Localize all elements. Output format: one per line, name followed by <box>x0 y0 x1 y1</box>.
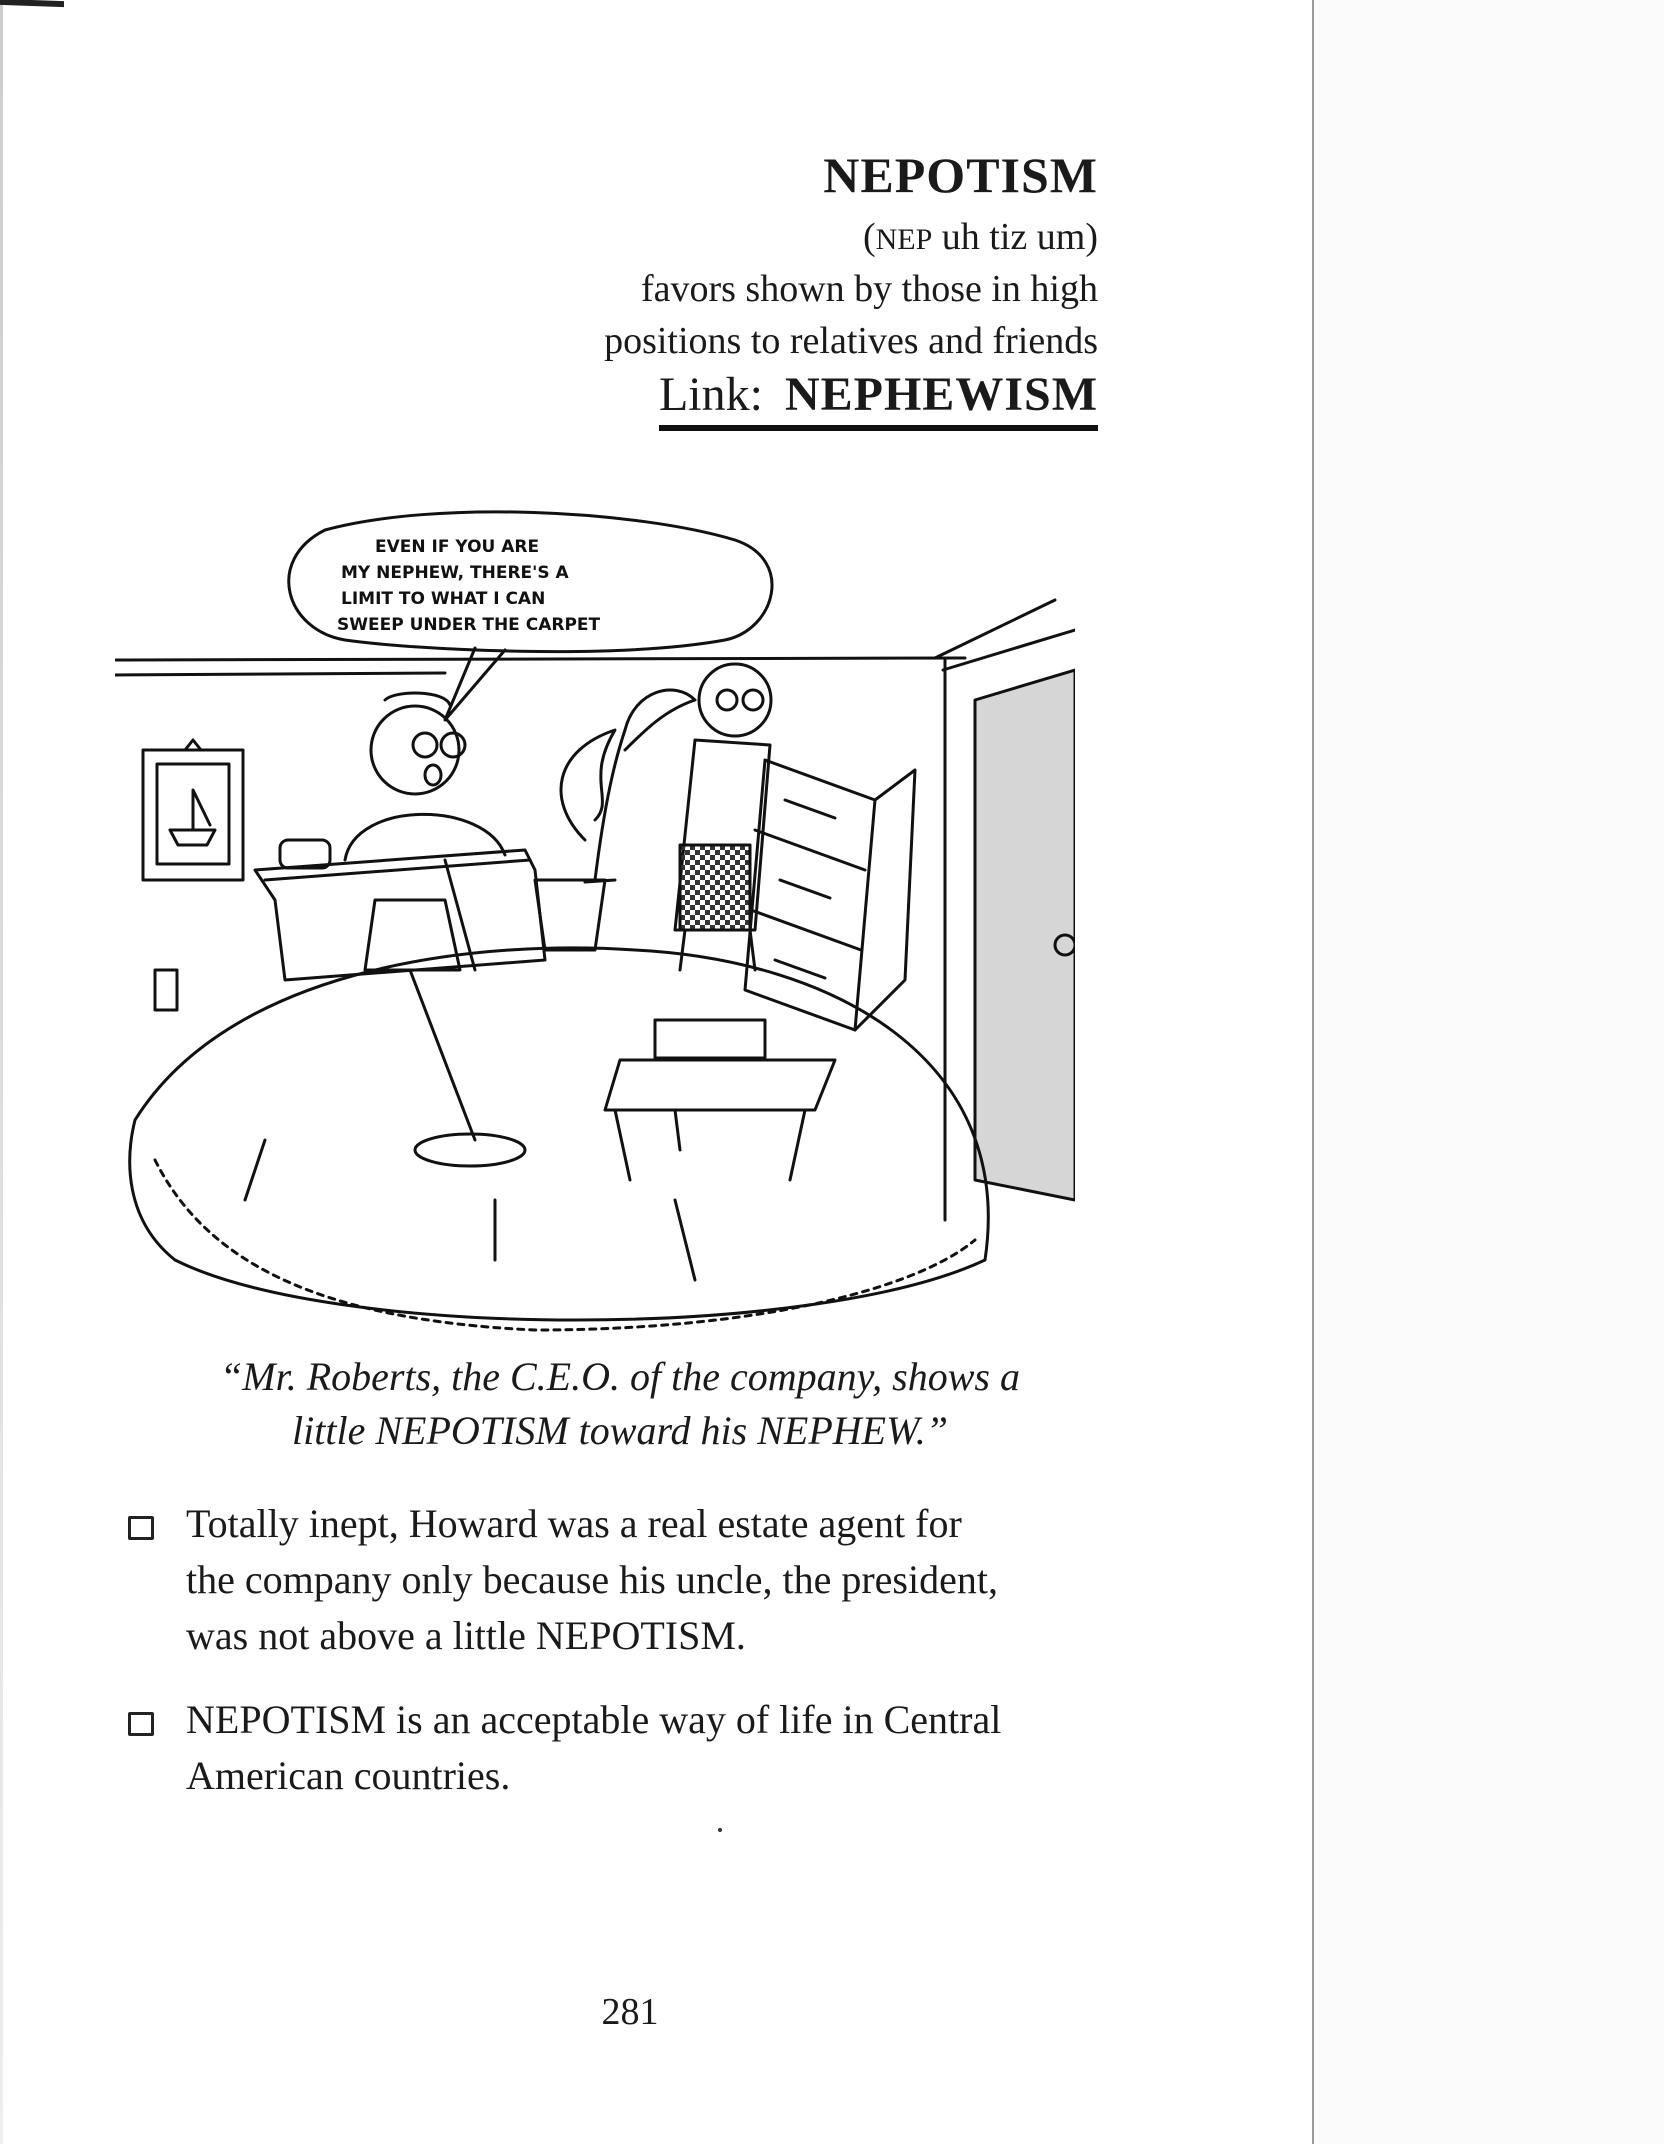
floor-lamp-shade <box>365 900 460 970</box>
potted-plant <box>595 730 625 880</box>
headword: NEPOTISM <box>823 147 1098 203</box>
checkbox-icon <box>128 1712 154 1736</box>
speech-text-line: LIMIT TO WHAT I CAN <box>341 589 546 609</box>
example-sentence: NEPOTISM is an acceptable way of life in Central American countries. <box>120 1692 1140 1804</box>
cartoon-caption <box>120 1350 1120 1458</box>
example-sentence: Totally inept, Howard was a real estate agent for the company only because his uncle, the president, was not above a little NEPOTISM. <box>120 1496 1140 1664</box>
wall-outlet <box>155 970 177 1010</box>
cartoon-illustration <box>115 500 1075 1340</box>
ceiling-line <box>115 658 965 660</box>
page-gutter-line <box>1312 0 1314 2144</box>
speech-text-line: MY NEPHEW, THERE'S A <box>341 563 569 583</box>
pronunciation: (NEP uh tiz um) <box>862 216 1098 258</box>
coffee-table <box>605 1060 835 1110</box>
link-word: NEPHEWISM <box>784 368 1098 421</box>
link-label: Link: <box>658 368 763 421</box>
definition-line: positions to relatives and friends <box>604 320 1098 362</box>
memory-link <box>659 367 1098 431</box>
vocabulary-entry <box>398 147 1098 431</box>
checkbox-icon <box>128 1516 154 1540</box>
page-number: 281 <box>601 1991 659 2033</box>
nephew-head <box>699 664 771 736</box>
waste-basket <box>535 880 605 950</box>
example-sentences <box>120 1496 1140 1832</box>
scan-corner-mark <box>0 0 64 7</box>
definition-line: favors shown by those in high <box>640 268 1098 310</box>
caption-line: little NEPOTISM toward his NEPHEW.” <box>292 1408 948 1453</box>
speech-text-line: SWEEP UNDER THE CARPET <box>337 615 601 635</box>
page-left-edge <box>0 0 3 2144</box>
round-rug <box>130 948 989 1320</box>
speech-text-line: EVEN IF YOU ARE <box>375 537 540 557</box>
facing-page-margin <box>1314 0 1664 2144</box>
caption-line: “Mr. Roberts, the C.E.O. of the company, shows a <box>220 1354 1020 1399</box>
pronunciation-stress: NEP <box>875 223 933 256</box>
scan-speck <box>718 1828 722 1832</box>
cartoon-drawing <box>115 500 1075 1340</box>
